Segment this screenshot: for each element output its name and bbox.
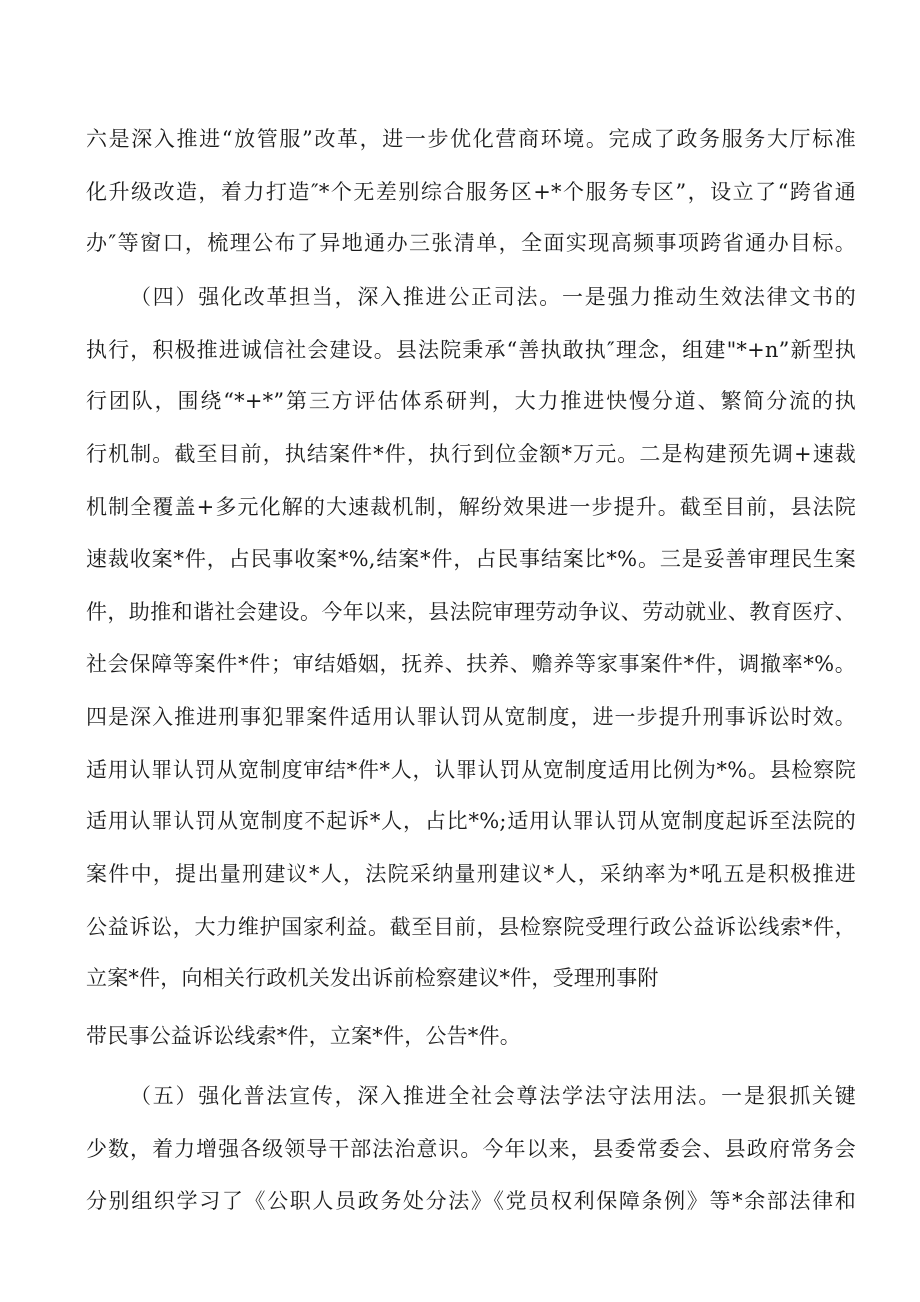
paragraph-line: 机制全覆盖+多元化解的大速裁机制，解纷效果进一步提升。截至目前，县法院: [86, 495, 856, 519]
paragraph-line: 适用认罪认罚从宽制度不起诉*人，占比*%;适用认罪认罚从宽制度起诉至法院的: [86, 809, 856, 833]
paragraph-line: 行团队，围绕“*+*”第三方评估体系研判，大力推进快慢分道、繁简分流的执: [86, 389, 856, 413]
paragraph-line: 速裁收案*件，占民事收案*%,结案*件，占民事结案比*%。三是妥善审理民生案: [86, 547, 856, 571]
paragraph-line: 化升级改造，着力打造″*个无差别综合服务区+*个服务专区”，设立了“跨省通: [86, 180, 856, 204]
paragraph-line: 分别组织学习了《公职人员政务处分法》《党员权利保障条例》等*余部法律和: [86, 1189, 856, 1213]
paragraph-line: 少数，着力增强各级领导干部法治意识。今年以来，县委常委会、县政府常务会: [86, 1137, 856, 1161]
paragraph-line: 六是深入推进“放管服”改革，进一步优化营商环境。完成了政务服务大厅标准: [86, 127, 856, 151]
paragraph-line: 社会保障等案件*件；审结婚姻，抚养、扶养、赡养等家事案件*件，调撤率*%。: [86, 652, 856, 676]
paragraph-line: 公益诉讼，大力维护国家利益。截至目前，县检察院受理行政公益诉讼线索*件，: [86, 915, 856, 939]
paragraph-line: 执行，积极推进诚信社会建设。县法院秉承“善执敢执″理念，组建"*+n”新型执: [86, 338, 856, 362]
paragraph-line: 案件中，提出量刑建议*人，法院采纳量刑建议*人，采纳率为*吼五是积极推进: [86, 862, 856, 886]
section-heading-line: （五）强化普法宣传，深入推进全社会尊法学法守法用法。一是狠抓关键: [130, 1084, 856, 1108]
section-heading-line: （四）强化改革担当，深入推进公正司法。一是强力推动生效法律文书的: [130, 285, 856, 309]
paragraph-line: 行机制。截至目前，执结案件*件，执行到位金额*万元。二是构建预先调+速裁: [86, 442, 856, 466]
paragraph-line: 件，助推和谐社会建设。今年以来，县法院审理劳动争议、劳动就业、教育医疗、: [86, 600, 856, 624]
paragraph-line: 办″等窗口，梳理公布了异地通办三张清单，全面实现高频事项跨省通办目标。: [86, 231, 856, 255]
paragraph-line: 适用认罪认罚从宽制度审结*件*人，认罪认罚从宽制度适用比例为*%。县检察院: [86, 758, 856, 782]
paragraph-line: 四是深入推进刑事犯罪案件适用认罪认罚从宽制度，进一步提升刑事诉讼时效。: [86, 705, 856, 729]
paragraph-line: 带民事公益诉讼线索*件，立案*件，公告*件。: [86, 1024, 521, 1048]
paragraph-line: 立案*件，向相关行政机关发出诉前检察建议*件，受理刑事附: [86, 966, 659, 990]
